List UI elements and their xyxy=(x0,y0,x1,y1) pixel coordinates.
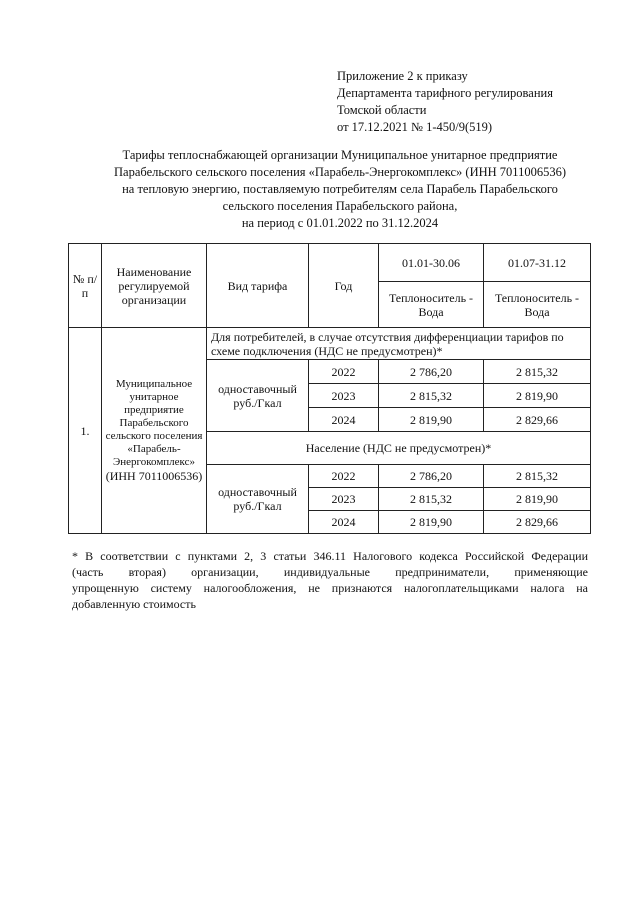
title-line: на тепловую энергию, поставляемую потребителям села Парабель Парабельского xyxy=(122,182,558,196)
value-cell: 2 819,90 xyxy=(484,384,591,408)
section-condition: Население (НДС не предусмотрен)* xyxy=(207,432,591,465)
footnote-line: (часть вторая) организации, индивидуальные предприниматели, применяющие xyxy=(72,565,588,579)
year-cell: 2024 xyxy=(309,511,379,534)
year-cell: 2023 xyxy=(309,488,379,511)
title-line: Парабельского сельского поселения «Парабель-Энергокомплекс» (ИНН 7011006536) xyxy=(114,165,566,179)
tariff-type-cell: одноставочный руб./Гкал xyxy=(207,360,309,432)
footnote xyxy=(72,548,588,612)
value-cell: 2 819,90 xyxy=(379,511,484,534)
annex-line: Приложение 2 к приказу xyxy=(337,69,468,83)
value-cell: 2 829,66 xyxy=(484,408,591,432)
section-condition: Для потребителей, в случае отсутствия дифференциации тарифов по схеме подключения (НДС не предусмотрен)* xyxy=(207,328,591,360)
annex-line: от 17.12.2021 № 1-450/9(519) xyxy=(337,120,493,134)
year-cell: 2024 xyxy=(309,408,379,432)
header-year: Год xyxy=(309,244,379,328)
header-medium-1: Теплоноситель - Вода xyxy=(379,282,484,328)
header-org: Наименование регулируемой организации xyxy=(102,244,207,328)
annex-block xyxy=(337,68,553,136)
value-cell: 2 815,32 xyxy=(379,488,484,511)
tariff-table xyxy=(68,243,591,534)
header-tariff-type: Вид тарифа xyxy=(207,244,309,328)
title-line: на период с 01.01.2022 по 31.12.2024 xyxy=(241,216,439,230)
value-cell: 2 829,66 xyxy=(484,511,591,534)
header-period-2: 01.07-31.12 xyxy=(484,244,591,282)
value-cell: 2 786,20 xyxy=(379,360,484,384)
footnote-line: * В соответствии с пунктами 2, 3 статьи 346.11 Налогового кодекса Российской Федерации xyxy=(72,549,588,563)
value-cell: 2 815,32 xyxy=(484,360,591,384)
year-cell: 2022 xyxy=(309,360,379,384)
year-cell: 2022 xyxy=(309,465,379,488)
organization-cell xyxy=(102,328,207,534)
value-cell: 2 819,90 xyxy=(379,408,484,432)
value-cell: 2 819,90 xyxy=(484,488,591,511)
header-num: № п/п xyxy=(69,244,102,328)
title-line: Тарифы теплоснабжающей организации Муниципальное унитарное предприятие xyxy=(122,148,558,162)
footnote-line: упрощенную систему налогообложения, не признаются налогоплательщиками налога на xyxy=(72,581,588,595)
tariff-type-cell: одноставочный руб./Гкал xyxy=(207,465,309,534)
annex-line: Томской области xyxy=(337,103,427,117)
header-medium-2: Теплоноситель - Вода xyxy=(484,282,591,328)
year-cell: 2023 xyxy=(309,384,379,408)
document-title xyxy=(60,147,620,232)
header-period-1: 01.01-30.06 xyxy=(379,244,484,282)
value-cell: 2 786,20 xyxy=(379,465,484,488)
value-cell: 2 815,32 xyxy=(379,384,484,408)
row-number: 1. xyxy=(69,328,102,534)
title-line: сельского поселения Парабельского района, xyxy=(222,199,458,213)
value-cell: 2 815,32 xyxy=(484,465,591,488)
annex-line: Департамента тарифного регулирования xyxy=(337,86,553,100)
footnote-line: добавленную стоимость xyxy=(72,597,196,611)
organization-name: Муниципальное унитарное предприятие Парабельского сельского поселения «Парабель-Энергокомплекс» xyxy=(105,377,203,468)
organization-inn: (ИНН 7011006536) xyxy=(105,468,203,483)
